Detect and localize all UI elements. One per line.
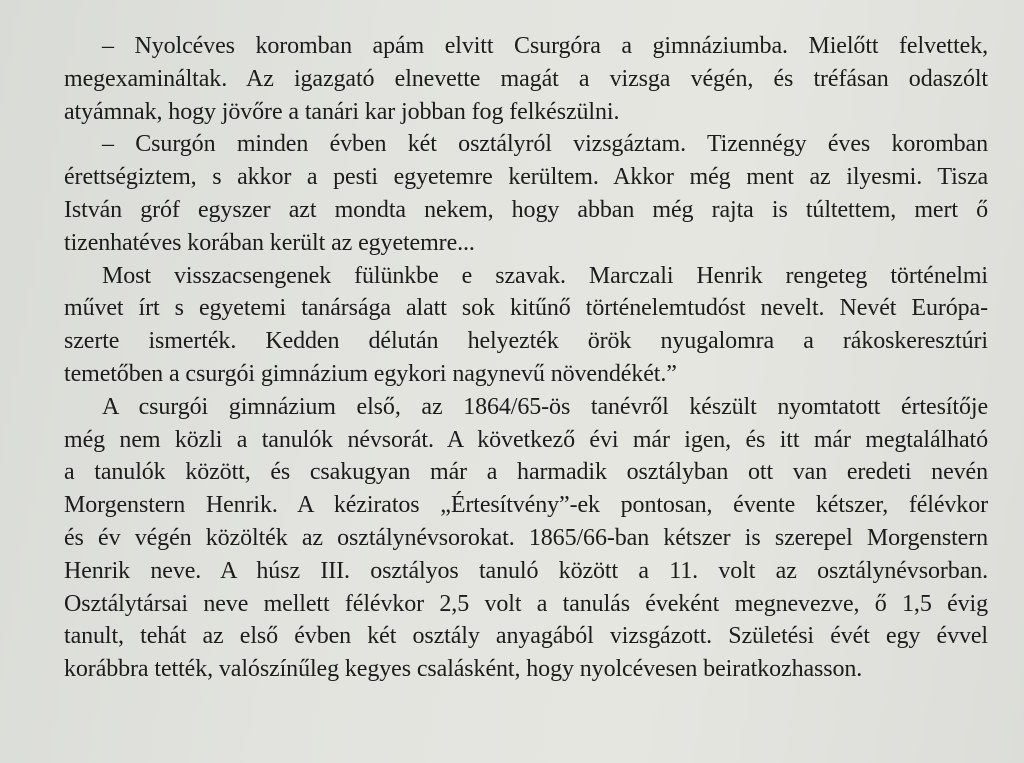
paragraph-1 xyxy=(26,30,988,128)
text-line: művet írt s egyetemi tanársága alatt sok kitűnő történelemtudóst nevelt. Nevét Európa- xyxy=(64,295,988,322)
text-line: és év végén közölték az osztálynévsorokat. 1865/66-ban kétszer is szerepel Morgenstern xyxy=(64,524,988,551)
text-line: tanult, tehát az első évben két osztály anyagából vizsgázott. Születési évét egy évvel xyxy=(64,623,988,650)
document-page xyxy=(26,30,988,686)
text-line: A csurgói gimnázium első, az 1864/65-ös tanévről készült nyomtatott értesítője xyxy=(102,393,988,420)
text-line: a tanulók között, és csakugyan már a harmadik osztályban ott van eredeti nevén xyxy=(64,459,988,486)
text-line: atyámnak, hogy jövőre a tanári kar jobban fog felkészülni. xyxy=(64,98,620,125)
text-line: Most visszacsengenek fülünkbe e szavak. Marczali Henrik rengeteg történelmi xyxy=(102,262,988,289)
paragraph-2 xyxy=(26,128,988,259)
text-line: – Nyolcéves koromban apám elvitt Csurgóra a gimnáziumba. Mielőtt felvettek, xyxy=(102,33,988,59)
text-line: Osztálytársai neve mellett félévkor 2,5 volt a tanulás éveként megnevezve, ő 1,5 évig xyxy=(64,590,988,617)
text-line: érettségiztem, s akkor a pesti egyetemre kerültem. Akkor még ment az ilyesmi. Tisza xyxy=(64,164,988,191)
text-line: még nem közli a tanulók névsorát. A következő évi már igen, és itt már megtalálható xyxy=(64,426,988,453)
text-line: – Csurgón minden évben két osztályról vizsgáztam. Tizennégy éves koromban xyxy=(102,131,988,158)
text-line: tizenhatéves korában került az egyetemre... xyxy=(64,229,475,256)
paragraph-3 xyxy=(26,260,988,391)
text-line: szerte ismerték. Kedden délután helyezték örök nyugalomra a rákoskeresztúri xyxy=(64,328,988,355)
text-line: István gróf egyszer azt mondta nekem, hogy abban még rajta is túltettem, mert ő xyxy=(64,196,988,223)
paragraph-4 xyxy=(26,391,988,686)
text-line: Henrik neve. A húsz III. osztályos tanuló között a 11. volt az osztálynévsorban. xyxy=(64,557,988,584)
text-line: megexamináltak. Az igazgató elnevette magát a vizsga végén, és tréfásan odaszólt xyxy=(64,65,988,92)
text-line: korábbra tették, valószínűleg kegyes csalásként, hogy nyolcévesen beiratkozhasson. xyxy=(64,656,863,683)
text-line: temetőben a csurgói gimnázium egykori nagynevű növendékét.” xyxy=(64,360,677,387)
text-line: Morgenstern Henrik. A kéziratos „Értesítvény”-ek pontosan, évente kétszer, félévkor xyxy=(64,492,988,519)
